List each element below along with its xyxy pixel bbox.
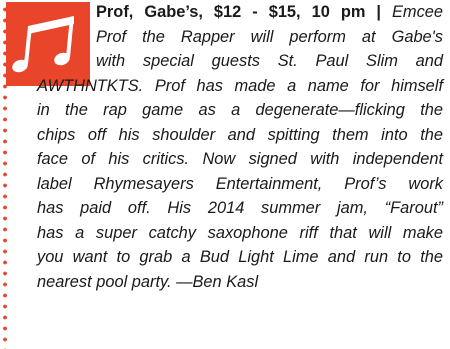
body-line: face of his critics. Now signed with independent [37, 150, 443, 168]
body-line-last: nearest pool party. —Ben Kasl [37, 272, 259, 291]
listing-text [37, 0, 443, 294]
listing-headline: Prof, Gabe’s, $12 - $15, 10 pm | [96, 3, 381, 21]
text-line-1 [96, 0, 443, 25]
body-line: chips off his shoulder and spitting them into the [37, 125, 443, 144]
body-line: Prof the Rapper will perform at Gabe's [96, 27, 443, 46]
body-line: with special guests St. Paul Slim and [96, 52, 443, 70]
body-line: you want to grab a Bud Light Lime and run to the [37, 248, 443, 266]
body-line: has paid off. His 2014 summer jam, “Farout” [37, 199, 443, 217]
body-line: has a super catchy saxophone riff that will make [37, 223, 443, 242]
body-line: Emcee [391, 3, 443, 21]
body-line: AWTHNTKTS. Prof has made a name for himself [37, 76, 443, 95]
body-line: label Rhymesayers Entertainment, Prof’s work [37, 174, 443, 193]
body-line: in the rap game as a degenerate—flicking the [37, 101, 443, 119]
